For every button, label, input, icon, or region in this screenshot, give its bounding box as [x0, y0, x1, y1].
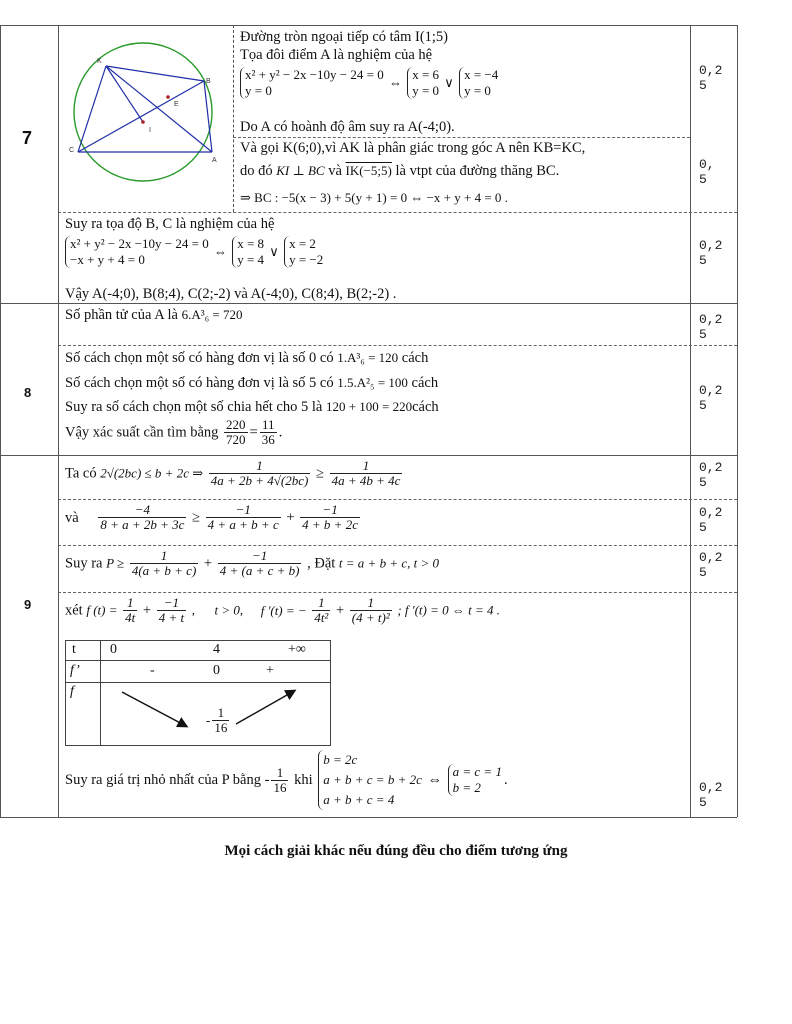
table-t-4: 4 [213, 642, 220, 657]
variation-table-row-line-1 [65, 660, 330, 661]
increasing-arrow [236, 691, 294, 724]
table-right-border [737, 25, 738, 817]
q7-sep-1 [233, 137, 690, 138]
q9-sep-3 [58, 592, 737, 593]
label-C: C [69, 147, 75, 154]
table-t-inf: +∞ [288, 642, 306, 657]
footer-note: Mọi cách giải khác nếu đúng đều cho điểm tương ứng [224, 843, 568, 859]
q7-q8-separator [0, 303, 737, 304]
q8-sep-1 [58, 345, 737, 346]
q7-p1-line3: Do A có hoành độ âm suy ra A(-4;0). [240, 119, 455, 135]
fraction-11-36: $\frac{11}{36}$ [261, 417, 275, 447]
q9-sep-2 [58, 545, 737, 546]
table-bottom-border [0, 817, 737, 818]
q7-p3-system: x² + y² − 2x −10y − 24 = 0 −x + y + 4 = 0 ⇔ x = 8 y = 4 ∨ x = 2 y = −2 [63, 236, 325, 268]
q9-r2-line: và $\frac{-4}{8 + a + 2b + 3c}$ ≥ $\frac{-1}{4 + a + b + c}$ + $\frac{-1}{4 + b + 2c}$ [65, 502, 358, 532]
question-number-9: 9 [24, 597, 32, 612]
q8-p2-line2: Số cách chọn một số có hàng đơn vị là số 5 có 1.5.A²₅ = 100 cách [65, 375, 439, 391]
q7-p1-points: 0,25 [699, 63, 723, 93]
table-col-divider-1 [58, 25, 59, 817]
label-I: I [149, 127, 151, 134]
q9-r2-points: 0,25 [699, 505, 723, 535]
q8-q9-separator [0, 455, 737, 456]
label-B: B [206, 78, 211, 85]
q8-p2-line4: Vậy xác suất cần tìm bằng $\frac{220}{720}$ = $\frac{11}{36}$ . [65, 417, 283, 447]
q7-p3-line1: Suy ra tọa độ B, C là nghiệm của hệ [65, 216, 275, 232]
q9-r3-line: Suy ra P ≥ $\frac{1}{4(a + b + c)}$ + $\frac{-1}{4 + (a + c + b)}$ , Đặt t = a + b + c, t > 0 [65, 548, 440, 578]
q7-p2-line1: Và gọi K(6;0),vì AK là phân giác trong góc A nên KB=KC, [240, 140, 586, 156]
q8-p2-points: 0,25 [699, 383, 723, 413]
q7-sep-2 [58, 212, 737, 213]
label-E: E [174, 101, 179, 108]
q7-p1-system: x² + y² − 2x −10y − 24 = 0 y = 0 ⇔ x = 6 y = 0 ∨ x = −4 y = 0 [238, 67, 500, 99]
label-A: A [212, 157, 217, 164]
table-fprime-pos: + [266, 663, 274, 678]
label-K: K [97, 58, 102, 65]
circumcircle-diagram [66, 40, 226, 200]
q7-p2-points: 0,5 [699, 157, 715, 187]
q9-conclusion: Suy ra giá trị nhỏ nhất của P bằng - $\frac{1}{16}$ khi b = 2c a + b + c = b + 2c a + b + c = 4 ⇔ a = c = 1 b = 2 . [65, 750, 508, 810]
table-min-value: - $\frac{1}{16}$ [206, 705, 228, 735]
q8-p1-line: Số phần tử của A là 6.A³₆ = 720 [65, 307, 243, 323]
fraction-220-720: $\frac{220}{720}$ [226, 417, 246, 447]
question-number-8: 8 [24, 385, 32, 400]
question-number-7: 7 [22, 128, 33, 148]
table-f-label: f [70, 684, 74, 699]
q8-p2-line3: Suy ra số cách chọn một số chia hết cho 5 là 120 + 100 = 220cách [65, 399, 439, 415]
table-col-divider-2 [690, 25, 691, 817]
table-t-0: 0 [110, 642, 117, 657]
q9-r4-points: 0,25 [699, 780, 723, 810]
table-top-border [0, 25, 737, 26]
q9-r4-line: xét f (t) = $\frac{1}{4t}$ + $\frac{-1}{4 + t}$ , t > 0, f '(t) = − $\frac{1}{\text{4t²}}$ + $\frac{1}{\text{(4 + t)²}}$ ; f '(t) = 0 ⇔ t = 4 . [65, 595, 500, 625]
q7-p1-line1: Đường tròn ngoại tiếp có tâm I(1;5) [240, 29, 449, 45]
table-t-label: t [72, 642, 76, 657]
decreasing-arrow [122, 692, 186, 726]
table-col-divider-diagram [233, 25, 234, 212]
table-left-border [0, 25, 1, 817]
q9-r1-points: 0,25 [699, 460, 723, 490]
q9-sep-1 [58, 499, 737, 500]
table-fprime-zero: 0 [213, 663, 220, 678]
q8-p1-points: 0,25 [699, 312, 723, 342]
q8-p2-line1: Số cách chọn một số có hàng đơn vị là số 0 có 1.A³₆ = 120 cách [65, 350, 429, 366]
q7-p2-line3: ⇒ BC : −5(x − 3) + 5(y + 1) = 0 ⇔ −x + y + 4 = 0 . [240, 190, 508, 205]
table-fprime-neg: - [150, 663, 155, 678]
table-fprime-label: f’ [70, 663, 80, 678]
q9-r3-points: 0,25 [699, 550, 723, 580]
q7-p1-line2: Tọa đôi điểm A là nghiệm của hệ [240, 47, 433, 63]
q9-r1-line: Ta có 2√(2bc) ≤ b + 2c ⇒ $\frac{1}{4a + 2b + 4√(2bc)}$ ≥ $\frac{1}{4a + 4b + 4c}$ [65, 458, 401, 488]
q7-p3-points: 0,25 [699, 238, 723, 268]
q7-p2-line2: do đó KI ⊥ BC và IK(−5;5) là vtpt của đường thăng BC. [240, 163, 560, 179]
q7-p3-line2: Vậy A(-4;0), B(8;4), C(2;-2) và A(-4;0), C(8;4), B(2;-2) . [65, 286, 397, 302]
